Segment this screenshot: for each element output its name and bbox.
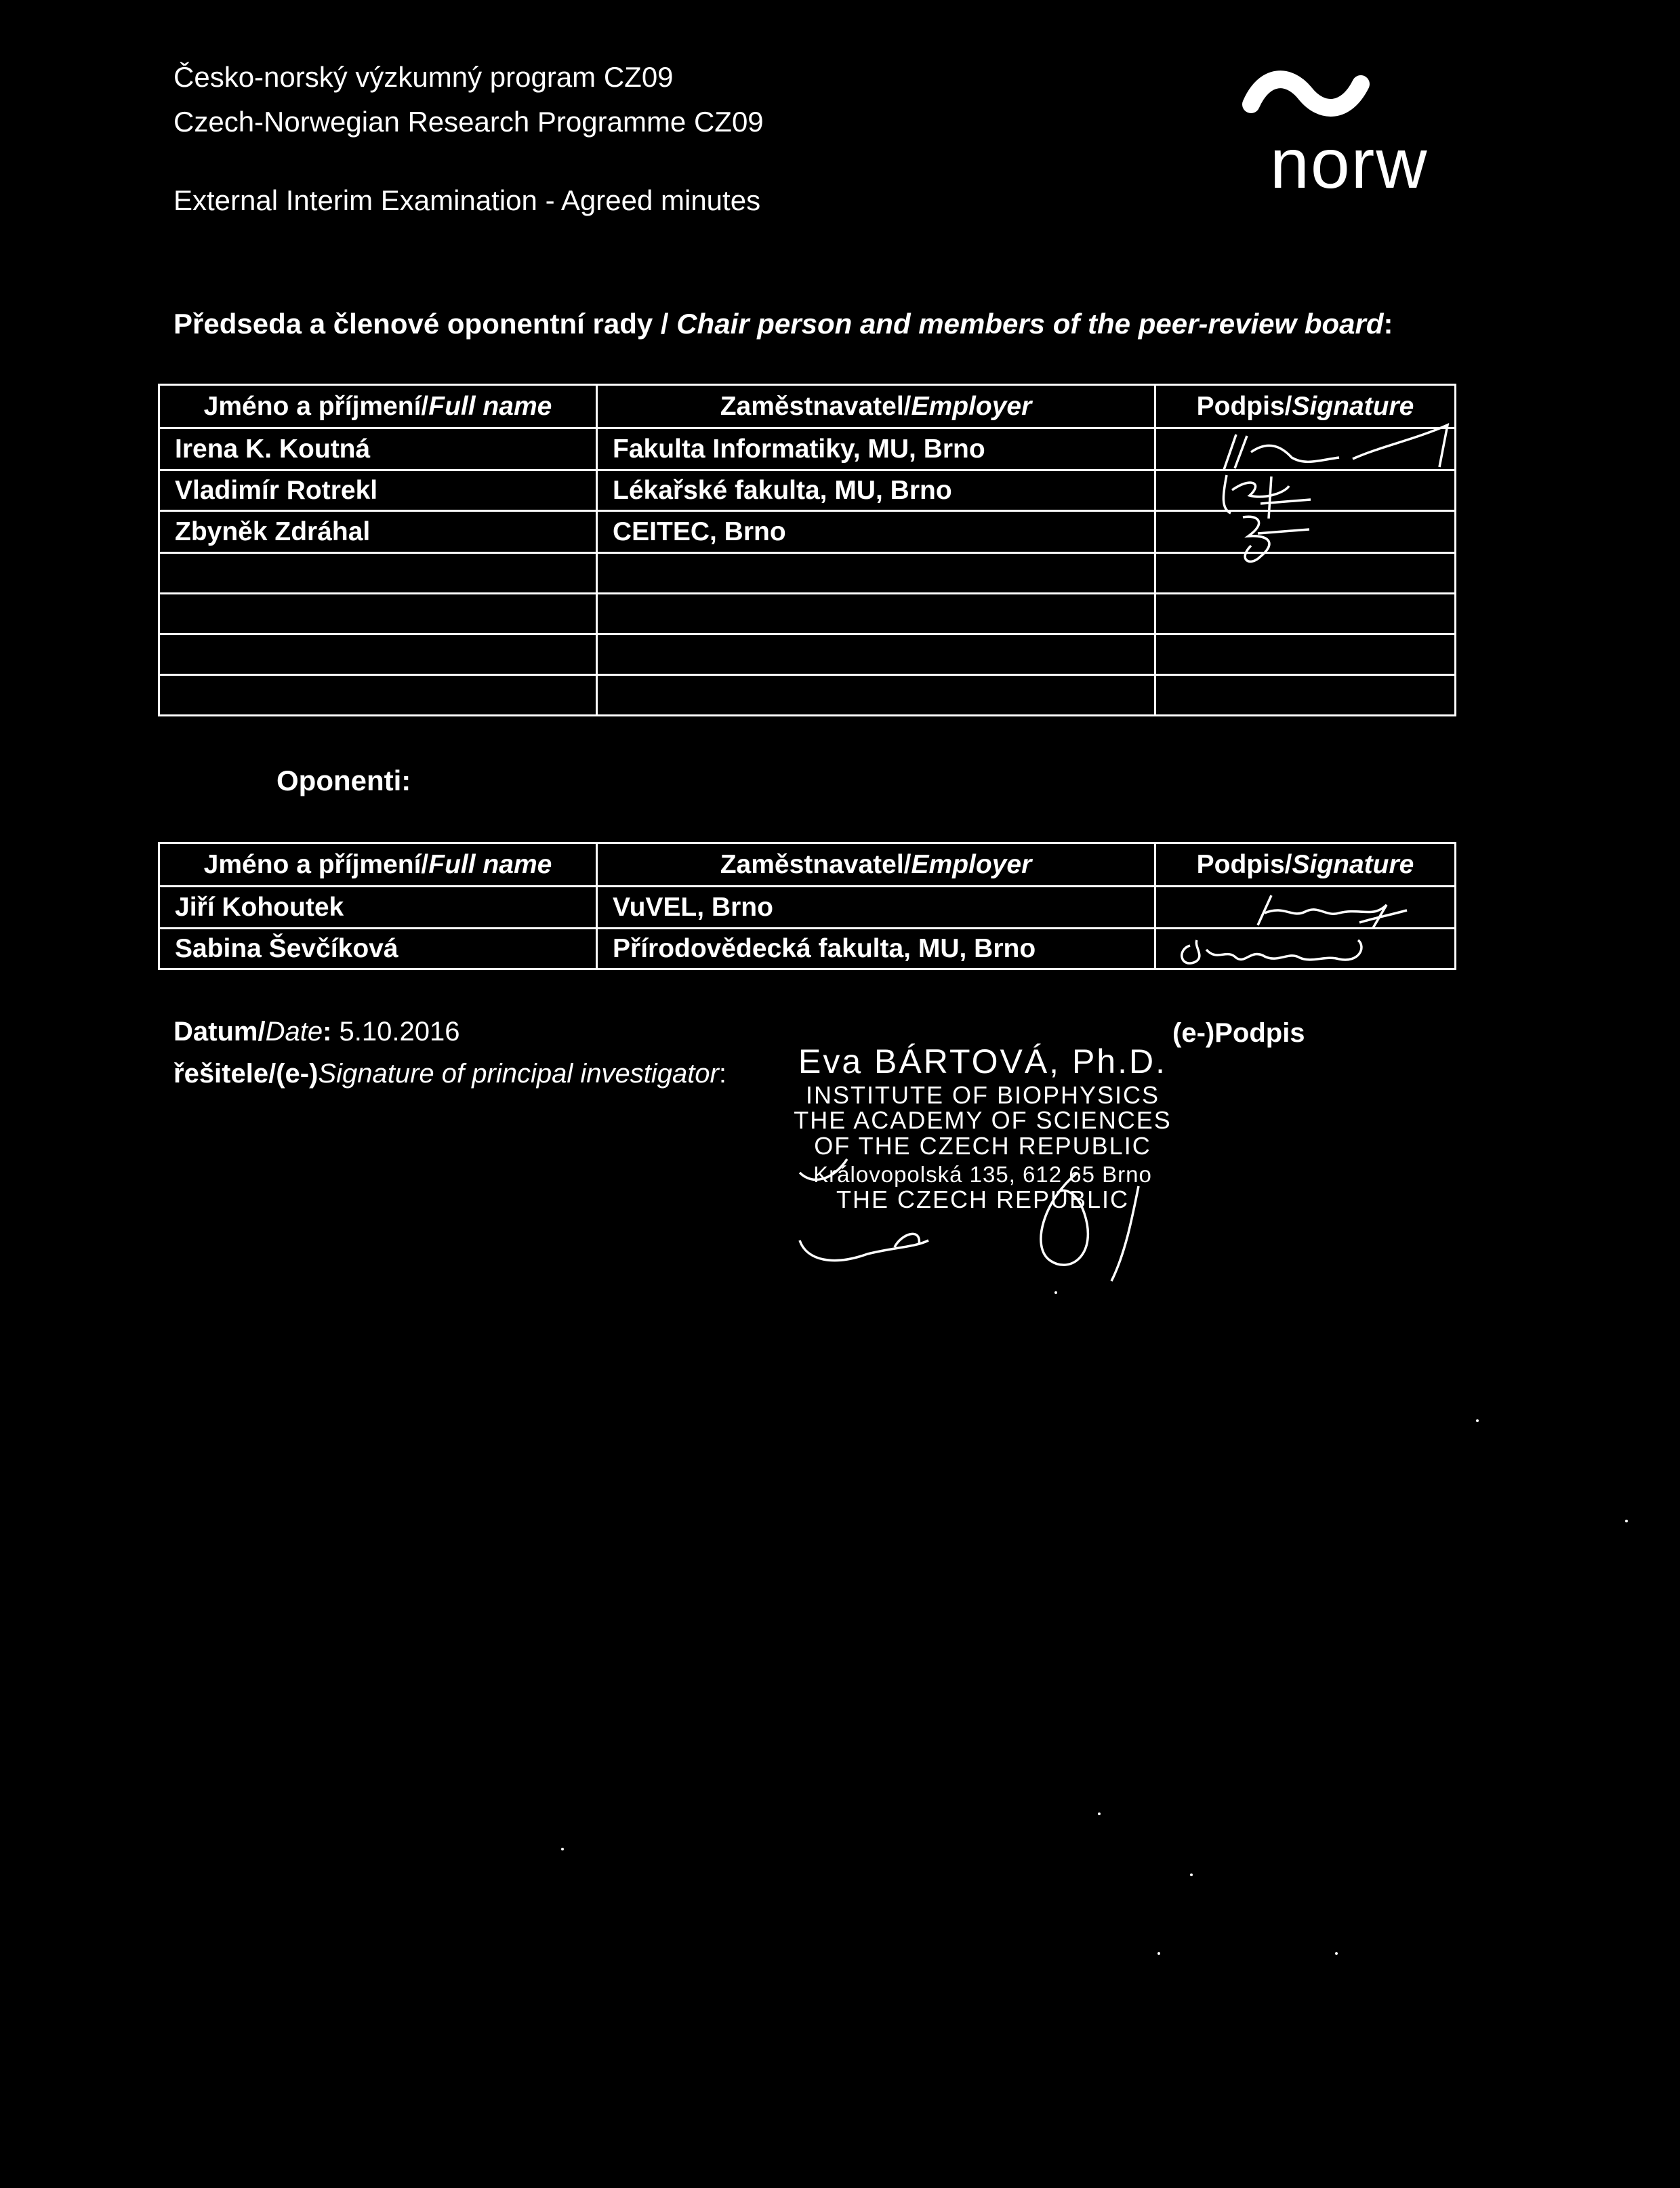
board-section-title: Předseda a členové oponentní rady / Chair person and members of the peer-review board:: [173, 308, 1393, 340]
date-line: Datum/Date: 5.10.2016: [173, 1017, 460, 1047]
opponents-table: [158, 842, 1456, 970]
opponent-name: Sabina Ševčíková: [159, 929, 597, 969]
logo-text: norw: [1270, 125, 1429, 203]
member-employer: Fakulta Informatiky, MU, Brno: [597, 428, 1155, 470]
scan-speck: [1054, 1291, 1057, 1294]
stamp-line-5: THE CZECH REPUBLIC: [836, 1185, 1130, 1213]
member-employer: [597, 634, 1155, 675]
table-row: [159, 511, 1456, 553]
stamp-line-4: Královopolská 135, 612 65 Brno: [813, 1161, 1152, 1187]
member-employer: [597, 675, 1155, 716]
principal-investigator-signature: [759, 1146, 1179, 1288]
logo-wave-icon: [1240, 68, 1376, 122]
column-header-signature: Podpis/Signature: [1155, 385, 1456, 428]
norway-grants-logo: [1240, 68, 1429, 203]
scan-speck: [1476, 1419, 1479, 1422]
stamp-line-1: INSTITUTE OF BIOPHYSICS: [805, 1080, 1160, 1109]
column-header-employer: Zaměstnavatel/Employer: [597, 843, 1155, 887]
member-employer: [597, 553, 1155, 594]
scan-speck: [1157, 1952, 1160, 1955]
header-document-type: External Interim Examination - Agreed minutes: [173, 184, 761, 216]
column-header-employer: Zaměstnavatel/Employer: [597, 385, 1155, 428]
table-row: [159, 929, 1456, 969]
scan-speck: [1625, 1520, 1628, 1522]
opponent-employer: VuVEL, Brno: [597, 887, 1155, 929]
member-name: [159, 594, 597, 634]
member-name: [159, 634, 597, 675]
scan-speck: [1190, 1873, 1193, 1876]
opponent-employer: Přírodovědecká fakulta, MU, Brno: [597, 929, 1155, 969]
member-name: Irena K. Koutná: [159, 428, 597, 470]
principal-investigator-signature-label: řešitele/(e-)Signature of principal investigator:: [173, 1059, 726, 1089]
stamp-name: Eva BÁRTOVÁ, Ph.D.: [798, 1042, 1167, 1080]
member-employer: Lékařské fakulta, MU, Brno: [597, 470, 1155, 511]
signature-cell: [1155, 511, 1456, 553]
header-program-en: Czech-Norwegian Research Programme CZ09: [173, 106, 764, 138]
member-name: Zbyněk Zdráhal: [159, 511, 597, 553]
handwritten-signature-zdrahal: [1156, 502, 1461, 577]
table-row: [159, 675, 1456, 716]
member-name: Vladimír Rotrekl: [159, 470, 597, 511]
table-row: [159, 634, 1456, 675]
handwritten-signature-sevcikova: [1156, 920, 1461, 981]
scan-speck: [1335, 1952, 1338, 1955]
board-members-table: [158, 384, 1456, 716]
column-header-name: Jméno a příjmení/Full name: [159, 385, 597, 428]
signature-cell: [1155, 634, 1456, 675]
signature-cell: [1155, 594, 1456, 634]
member-employer: CEITEC, Brno: [597, 511, 1155, 553]
member-employer: [597, 594, 1155, 634]
stamp-line-3: OF THE CZECH REPUBLIC: [814, 1132, 1151, 1160]
date-value: 5.10.2016: [339, 1017, 460, 1047]
opponents-section-title: Oponenti:: [276, 765, 411, 796]
column-header-name: Jméno a příjmení/Full name: [159, 843, 597, 887]
stamp-line-2: THE ACADEMY OF SCIENCES: [794, 1106, 1172, 1135]
signature-cell: [1155, 929, 1456, 969]
signature-cell: [1155, 675, 1456, 716]
scan-speck: [561, 1848, 564, 1850]
member-name: [159, 553, 597, 594]
scan-speck: [1098, 1812, 1101, 1815]
header-program-cz: Česko-norský výzkumný program CZ09: [173, 61, 674, 93]
signature-label-right: (e-)Podpis: [1172, 1018, 1305, 1048]
member-name: [159, 675, 597, 716]
table-row: [159, 594, 1456, 634]
column-header-signature: Podpis/Signature: [1155, 843, 1456, 887]
opponent-name: Jiří Kohoutek: [159, 887, 597, 929]
